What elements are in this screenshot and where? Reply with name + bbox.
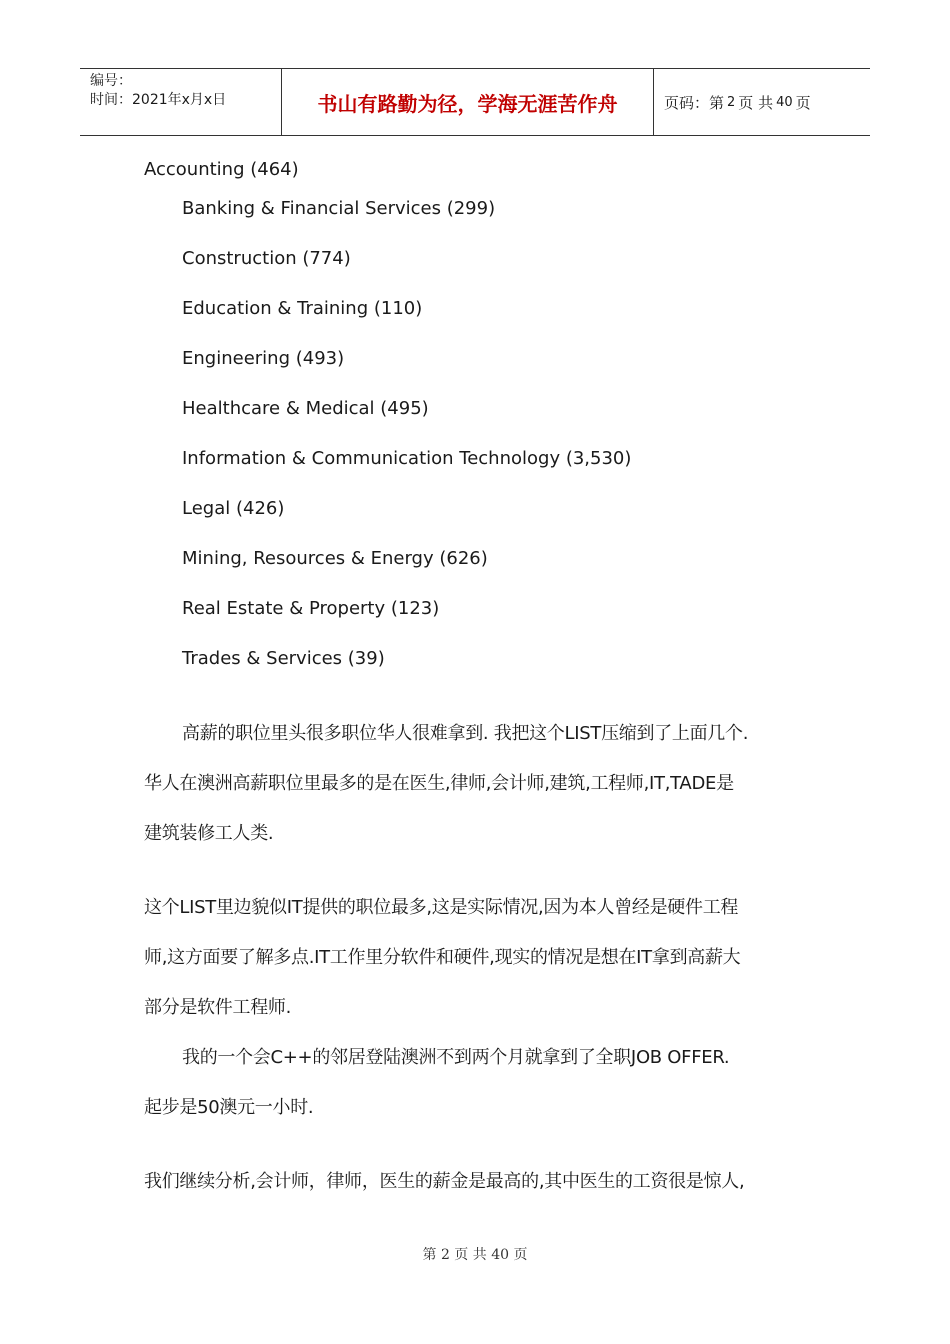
paragraph-line: 部分是软件工程师. <box>144 997 292 1018</box>
category-heading: Accounting (464) <box>144 159 299 180</box>
paragraph-line: 我们继续分析,会计师，律师，医生的薪金是最高的,其中医生的工资很是惊人, <box>144 1171 745 1192</box>
number-label: 编号： <box>90 73 132 89</box>
page-footer: 第 2 页 共 40 页 <box>422 1247 528 1263</box>
header-meta <box>80 69 282 135</box>
category-item: Banking & Financial Services (299) <box>182 198 496 219</box>
category-item: Legal (426) <box>182 498 285 519</box>
category-item: Healthcare & Medical (495) <box>182 398 429 419</box>
page-header <box>80 68 870 136</box>
paragraph-line: 我的一个会C++的邻居登陆澳洲不到两个月就拿到了全职JOB OFFER. <box>182 1047 730 1068</box>
page-suffix: 页 <box>795 93 811 112</box>
category-list <box>144 184 824 684</box>
paragraph-line: 高薪的职位里头很多职位华人很难拿到. 我把这个LIST压缩到了上面几个. <box>182 723 749 744</box>
category-item: Information & Communication Technology (3,530) <box>182 448 632 469</box>
paragraph-line: 起步是50澳元一小时. <box>144 1097 314 1118</box>
header-motto: 书山有路勤为径，学海无涯苦作舟 <box>282 69 654 135</box>
paragraph-line: 这个LIST里边貌似IT提供的职位最多,这是实际情况,因为本人曾经是硬件工程 <box>144 897 739 918</box>
category-item: Construction (774) <box>182 248 351 269</box>
page-prefix: 页码：第 <box>664 93 725 112</box>
date-label: 时间：2021年x月x日 <box>90 92 227 108</box>
category-item: Trades & Services (39) <box>182 648 385 669</box>
paragraph-line: 师,这方面要了解多点.IT工作里分软件和硬件,现实的情况是想在IT拿到高薪大 <box>144 947 741 968</box>
page-middle: 页 共 <box>738 93 774 112</box>
category-item: Education & Training (110) <box>182 298 423 319</box>
page-current: 2 <box>727 94 736 110</box>
page-total: 40 <box>776 94 793 110</box>
category-item: Engineering (493) <box>182 348 345 369</box>
category-item: Mining, Resources & Energy (626) <box>182 548 488 569</box>
document-body <box>144 156 824 1207</box>
paragraph-line: 华人在澳洲高薪职位里最多的是在医生,律师,会计师,建筑,工程师,IT,TADE是 <box>144 773 734 794</box>
paragraph-line: 建筑装修工人类. <box>144 823 274 844</box>
category-item: Real Estate & Property (123) <box>182 598 440 619</box>
header-page-info <box>654 69 870 135</box>
